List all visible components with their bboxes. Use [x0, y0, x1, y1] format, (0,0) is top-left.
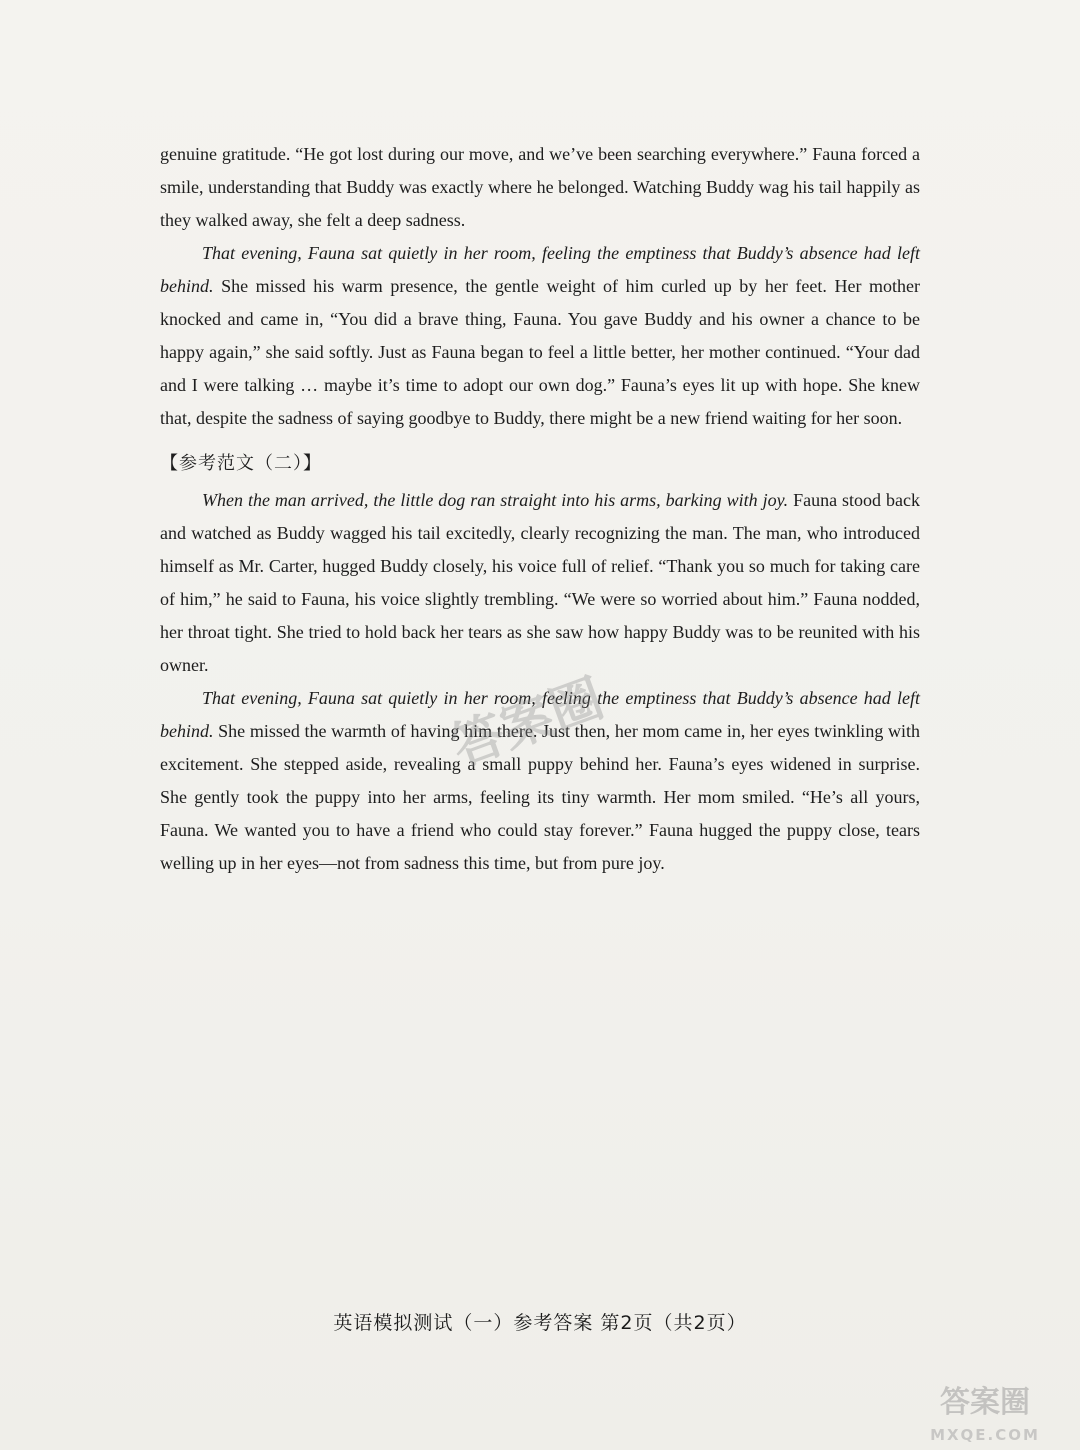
paragraph-4 [160, 682, 920, 880]
paragraph-1: genuine gratitude. “He got lost during our move, and we’ve been searching everywhere.” Fauna forced a smile, understanding that Buddy was exactly where he belonged. Watching Buddy wag his tail happily as they walked away, she felt a deep sadness. [160, 144, 920, 230]
paragraph-2-body: She missed his warm presence, the gentle weight of him curled up by her feet. Her mother knocked and came in, “You did a brave thing, Fauna. You gave Buddy and his owner a chance to be happy again,” she said softly. Just as Fauna began to feel a little better, her mother continued. “Your dad and I were talking … maybe it’s time to adopt our own dog.” Fauna’s eyes lit up with hope. She knew that, despite the sadness of saying goodbye to Buddy, there might be a new friend waiting for her soon. [160, 276, 920, 428]
corner-watermark-url: MXQE.COM [930, 1426, 1040, 1444]
corner-watermark-title: 答案圈 [940, 1385, 1030, 1420]
paragraph-4-body: She missed the warmth of having him there. Just then, her mom came in, her eyes twinkling with excitement. She stepped aside, revealing a small puppy behind her. Fauna’s eyes widened in surprise. She gently took the puppy into her arms, feeling its tiny warmth. Her mom smiled. “He’s all yours, Fauna. We wanted you to have a friend who could stay forever.” Fauna hugged the puppy close, tears welling up in her eyes—not from sadness this time, but from pure joy. [160, 721, 920, 873]
paragraph-2 [160, 237, 920, 435]
center-watermark-text: 答案圈 [444, 668, 612, 779]
paragraph-2-opening: That evening, Fauna sat quietly in her room, feeling the emptiness that Buddy’s absence had left behind. [160, 243, 920, 296]
section-heading: 【参考范文（二）】 [160, 453, 322, 474]
document-body [160, 138, 920, 880]
paragraph-4-opening: That evening, Fauna sat quietly in her room, feeling the emptiness that Buddy’s absence had left behind. [160, 688, 920, 741]
paragraph-3-opening: When the man arrived, the little dog ran straight into his arms, barking with joy. [202, 490, 789, 510]
corner-watermark-logo [900, 1378, 1070, 1448]
page-footer: 英语模拟测试（一）参考答案 第2页（共2页） [333, 1312, 747, 1334]
paragraph-3-body: Fauna stood back and watched as Buddy wagged his tail excitedly, clearly recognizing the man. The man, who introduced himself as Mr. Carter, hugged Buddy closely, his voice full of relief. “Thank you so much for taking care of him,” he said to Fauna, his voice slightly trembling. “We were so worried about him.” Fauna nodded, her throat tight. She tried to hold back her tears as she saw how happy Buddy was to be reunited with his owner. [160, 490, 921, 675]
paragraph-3 [160, 484, 920, 682]
